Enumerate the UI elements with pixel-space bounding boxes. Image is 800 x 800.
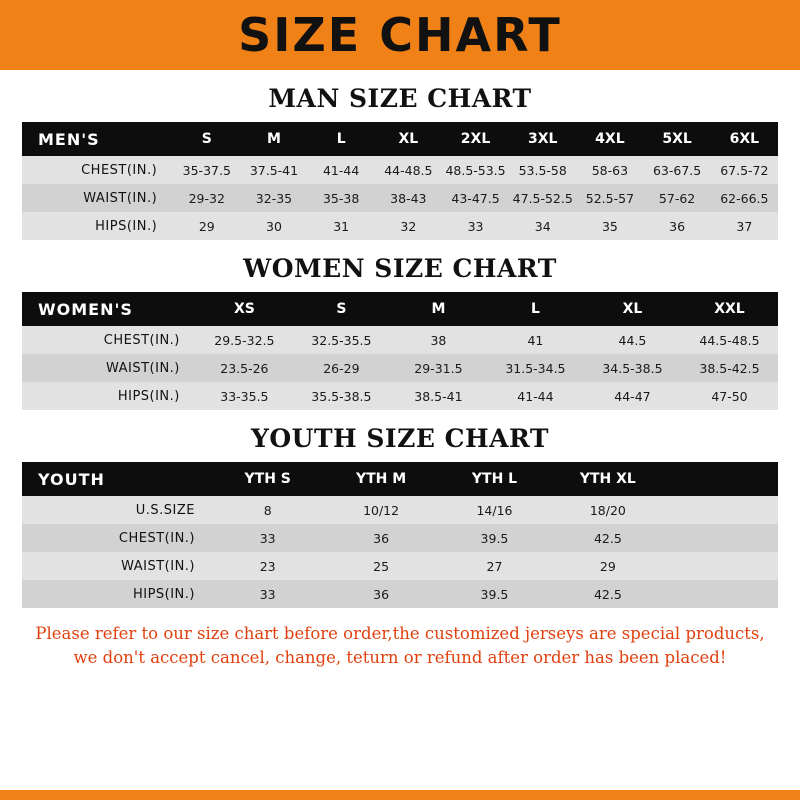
women-waist-4: 34.5-38.5 bbox=[584, 354, 681, 382]
table-header-row bbox=[22, 292, 778, 326]
women-table-head bbox=[22, 292, 778, 326]
women-hips-0: 33-35.5 bbox=[196, 382, 293, 410]
women-chest-4: 44.5 bbox=[584, 326, 681, 354]
youth-hips-4 bbox=[665, 580, 778, 608]
women-chest-0: 29.5-32.5 bbox=[196, 326, 293, 354]
youth-waist-4 bbox=[665, 552, 778, 580]
men-chest-5: 53.5-58 bbox=[509, 156, 576, 184]
youth-chest-2: 39.5 bbox=[438, 524, 551, 552]
men-chest-2: 41-44 bbox=[308, 156, 375, 184]
women-waist-0: 23.5-26 bbox=[196, 354, 293, 382]
men-chest-3: 44-48.5 bbox=[375, 156, 442, 184]
women-size-table bbox=[22, 292, 778, 410]
youth-row-header: YOUTH bbox=[22, 462, 211, 496]
youth-waist-3: 29 bbox=[551, 552, 664, 580]
women-col-1: S bbox=[293, 292, 390, 326]
men-row-label-chest: CHEST(IN.) bbox=[22, 156, 173, 184]
men-waist-7: 57-62 bbox=[644, 184, 711, 212]
table-row bbox=[22, 552, 778, 580]
men-waist-4: 43-47.5 bbox=[442, 184, 509, 212]
men-chest-4: 48.5-53.5 bbox=[442, 156, 509, 184]
table-row bbox=[22, 496, 778, 524]
youth-ussize-0: 8 bbox=[211, 496, 324, 524]
table-row bbox=[22, 156, 778, 184]
men-row-label-waist: WAIST(IN.) bbox=[22, 184, 173, 212]
women-waist-3: 31.5-34.5 bbox=[487, 354, 584, 382]
women-col-2: M bbox=[390, 292, 487, 326]
men-col-1: M bbox=[240, 122, 307, 156]
men-hips-3: 32 bbox=[375, 212, 442, 240]
youth-col-0: YTH S bbox=[211, 462, 324, 496]
women-col-0: XS bbox=[196, 292, 293, 326]
table-header-row bbox=[22, 462, 778, 496]
men-row-label-hips: HIPS(IN.) bbox=[22, 212, 173, 240]
chart-content bbox=[0, 84, 800, 670]
youth-chest-0: 33 bbox=[211, 524, 324, 552]
youth-row-label-waist: WAIST(IN.) bbox=[22, 552, 211, 580]
youth-chest-3: 42.5 bbox=[551, 524, 664, 552]
women-row-label-waist: WAIST(IN.) bbox=[22, 354, 196, 382]
youth-hips-1: 36 bbox=[324, 580, 437, 608]
youth-col-1: YTH M bbox=[324, 462, 437, 496]
youth-table-body bbox=[22, 496, 778, 608]
women-waist-2: 29-31.5 bbox=[390, 354, 487, 382]
men-hips-1: 30 bbox=[240, 212, 307, 240]
men-row-header: MEN'S bbox=[22, 122, 173, 156]
women-chest-1: 32.5-35.5 bbox=[293, 326, 390, 354]
men-waist-0: 29-32 bbox=[173, 184, 240, 212]
women-hips-1: 35.5-38.5 bbox=[293, 382, 390, 410]
footer-note-line1: Please refer to our size chart before order,the customized jerseys are special products, bbox=[35, 624, 765, 643]
men-waist-3: 38-43 bbox=[375, 184, 442, 212]
youth-chest-1: 36 bbox=[324, 524, 437, 552]
table-header-row bbox=[22, 122, 778, 156]
men-hips-4: 33 bbox=[442, 212, 509, 240]
men-chest-0: 35-37.5 bbox=[173, 156, 240, 184]
youth-chest-4 bbox=[665, 524, 778, 552]
youth-size-table bbox=[22, 462, 778, 608]
men-col-7: 5XL bbox=[644, 122, 711, 156]
men-col-8: 6XL bbox=[711, 122, 778, 156]
men-col-0: S bbox=[173, 122, 240, 156]
section-title-men: MAN SIZE CHART bbox=[268, 84, 532, 113]
men-col-2: L bbox=[308, 122, 375, 156]
men-chest-8: 67.5-72 bbox=[711, 156, 778, 184]
table-row bbox=[22, 580, 778, 608]
youth-col-4 bbox=[665, 462, 778, 496]
men-waist-1: 32-35 bbox=[240, 184, 307, 212]
women-table-body bbox=[22, 326, 778, 410]
youth-col-3: YTH XL bbox=[551, 462, 664, 496]
section-title-women: WOMEN SIZE CHART bbox=[243, 254, 557, 283]
women-waist-5: 38.5-42.5 bbox=[681, 354, 778, 382]
youth-waist-0: 23 bbox=[211, 552, 324, 580]
table-row bbox=[22, 326, 778, 354]
table-row bbox=[22, 184, 778, 212]
men-col-6: 4XL bbox=[576, 122, 643, 156]
men-hips-2: 31 bbox=[308, 212, 375, 240]
men-waist-8: 62-66.5 bbox=[711, 184, 778, 212]
men-waist-2: 35-38 bbox=[308, 184, 375, 212]
youth-ussize-3: 18/20 bbox=[551, 496, 664, 524]
section-title-youth: YOUTH SIZE CHART bbox=[251, 424, 549, 453]
women-col-4: XL bbox=[584, 292, 681, 326]
page-banner bbox=[0, 0, 800, 70]
table-row bbox=[22, 212, 778, 240]
women-chest-5: 44.5-48.5 bbox=[681, 326, 778, 354]
men-waist-6: 52.5-57 bbox=[576, 184, 643, 212]
page-title: SIZE CHART bbox=[238, 8, 562, 62]
women-hips-5: 47-50 bbox=[681, 382, 778, 410]
youth-row-label-ussize: U.S.SIZE bbox=[22, 496, 211, 524]
women-col-5: XXL bbox=[681, 292, 778, 326]
youth-hips-3: 42.5 bbox=[551, 580, 664, 608]
women-col-3: L bbox=[487, 292, 584, 326]
women-hips-2: 38.5-41 bbox=[390, 382, 487, 410]
women-row-header: WOMEN'S bbox=[22, 292, 196, 326]
youth-row-label-hips: HIPS(IN.) bbox=[22, 580, 211, 608]
youth-ussize-1: 10/12 bbox=[324, 496, 437, 524]
table-row bbox=[22, 382, 778, 410]
men-chest-6: 58-63 bbox=[576, 156, 643, 184]
table-row bbox=[22, 354, 778, 382]
men-chest-1: 37.5-41 bbox=[240, 156, 307, 184]
women-hips-3: 41-44 bbox=[487, 382, 584, 410]
men-hips-7: 36 bbox=[644, 212, 711, 240]
footer-note-line2: we don't accept cancel, change, teturn or refund after order has been placed! bbox=[73, 647, 727, 667]
women-chest-2: 38 bbox=[390, 326, 487, 354]
youth-waist-1: 25 bbox=[324, 552, 437, 580]
men-table-head bbox=[22, 122, 778, 156]
women-chest-3: 41 bbox=[487, 326, 584, 354]
youth-row-label-chest: CHEST(IN.) bbox=[22, 524, 211, 552]
women-row-label-hips: HIPS(IN.) bbox=[22, 382, 196, 410]
youth-ussize-4 bbox=[665, 496, 778, 524]
youth-ussize-2: 14/16 bbox=[438, 496, 551, 524]
youth-hips-0: 33 bbox=[211, 580, 324, 608]
bottom-accent-bar bbox=[0, 790, 800, 800]
men-table-body bbox=[22, 156, 778, 240]
youth-table-head bbox=[22, 462, 778, 496]
youth-waist-2: 27 bbox=[438, 552, 551, 580]
men-size-table bbox=[22, 122, 778, 240]
youth-col-2: YTH L bbox=[438, 462, 551, 496]
men-chest-7: 63-67.5 bbox=[644, 156, 711, 184]
footer-note bbox=[22, 622, 778, 670]
men-hips-6: 35 bbox=[576, 212, 643, 240]
men-col-4: 2XL bbox=[442, 122, 509, 156]
youth-hips-2: 39.5 bbox=[438, 580, 551, 608]
men-hips-0: 29 bbox=[173, 212, 240, 240]
men-hips-5: 34 bbox=[509, 212, 576, 240]
women-waist-1: 26-29 bbox=[293, 354, 390, 382]
men-col-3: XL bbox=[375, 122, 442, 156]
men-hips-8: 37 bbox=[711, 212, 778, 240]
table-row bbox=[22, 524, 778, 552]
men-col-5: 3XL bbox=[509, 122, 576, 156]
men-waist-5: 47.5-52.5 bbox=[509, 184, 576, 212]
women-row-label-chest: CHEST(IN.) bbox=[22, 326, 196, 354]
women-hips-4: 44-47 bbox=[584, 382, 681, 410]
